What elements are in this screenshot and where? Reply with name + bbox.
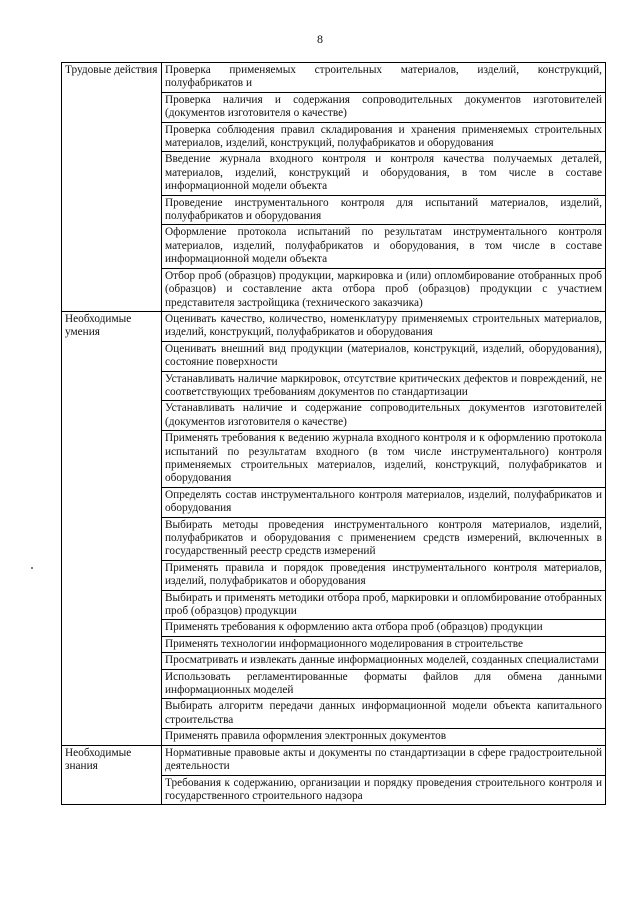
requirement-item: Применять требования к ведению журнала входного контроля и к оформлению протокола испытаний по результатам входного (в том числе инструментального) контроля применяемых строительных материалов, изделий, конструкций, полуфабрикатов и оборудования xyxy=(162,431,606,488)
requirement-item: Проверка наличия и содержания сопроводительных документов изготовителей (документов изготовителя о качестве) xyxy=(162,92,606,122)
requirement-item: Проведение инструментального контроля для испытаний материалов, изделий, полуфабрикатов и оборудования xyxy=(162,195,606,225)
page-number: 8 xyxy=(317,32,323,46)
requirement-item: Проверка соблюдения правил складирования и хранения применяемых строительных материалов, изделий, конструкций, полуфабрикатов и оборудования xyxy=(162,122,606,152)
requirement-item: Просматривать и извлекать данные информационных моделей, созданных специалистами xyxy=(162,653,606,669)
requirement-item: Оформление протокола испытаний по результатам инструментального контроля материалов, изделий, полуфабрикатов и оборудования, в том числе в составе информационной модели объекта xyxy=(162,225,606,268)
requirement-item: Применять технологии информационного моделирования в строительстве xyxy=(162,636,606,652)
requirement-item: Оценивать внешний вид продукции (материалов, конструкций, изделий, оборудования), состояние поверхности xyxy=(162,341,606,371)
requirement-item: Нормативные правовые акты и документы по стандартизации в сфере градостроительной деятельности xyxy=(162,745,606,775)
table-row xyxy=(62,311,606,341)
requirement-item: Применять требования к оформлению акта отбора проб (образцов) продукции xyxy=(162,620,606,636)
section-label: Трудовые действия xyxy=(62,63,162,312)
requirement-item: Применять правила оформления электронных документов xyxy=(162,729,606,745)
requirement-item: Выбирать и применять методики отбора проб, маркировки и опломбирование отобранных проб (образцов) продукции xyxy=(162,590,606,620)
requirement-item: Использовать регламентированные форматы файлов для обмена данными информационных моделей xyxy=(162,669,606,699)
requirements-table xyxy=(61,62,606,805)
requirement-item: Отбор проб (образцов) продукции, маркировка и (или) опломбирование отобранных проб (образцов) и составление акта отбора проб (образцов) продукции с участием представителя застройщика (технического заказчика) xyxy=(162,268,606,311)
stray-mark xyxy=(31,567,33,569)
requirement-item: Оценивать качество, количество, номенклатуру применяемых строительных материалов, изделий, конструкций, полуфабрикатов и оборудования xyxy=(162,311,606,341)
requirement-item: Введение журнала входного контроля и контроля качества получаемых деталей, материалов, изделий, конструкций и оборудования, в том числе в составе информационной модели объекта xyxy=(162,152,606,195)
requirement-item: Устанавливать наличие маркировок, отсутствие критических дефектов и повреждений, не соответствующих требованиям документов по стандартизации xyxy=(162,371,606,401)
requirement-item: Выбирать методы проведения инструментального контроля материалов, изделий, полуфабрикатов и оборудования с применением средств измерений, включенных в государственный реестр средств измерений xyxy=(162,517,606,560)
requirements-table-body xyxy=(62,63,606,805)
requirement-item: Устанавливать наличие и содержание сопроводительных документов изготовителей (документов изготовителя о качестве) xyxy=(162,401,606,431)
table-row xyxy=(62,63,606,93)
requirement-item: Применять правила и порядок проведения инструментального контроля материалов, изделий, полуфабрикатов и оборудования xyxy=(162,560,606,590)
table-row xyxy=(62,745,606,775)
requirement-item: Выбирать алгоритм передачи данных информационной модели объекта капитального строительства xyxy=(162,699,606,729)
requirement-item: Определять состав инструментального контроля материалов, изделий, полуфабрикатов и оборудования xyxy=(162,487,606,517)
section-label: Необходимые умения xyxy=(62,311,162,745)
requirement-item: Проверка применяемых строительных материалов, изделий, конструкций, полуфабрикатов и xyxy=(162,63,606,93)
requirement-item: Требования к содержанию, организации и порядку проведения строительного контроля и государственного строительного надзора xyxy=(162,775,606,805)
section-label: Необходимые знания xyxy=(62,745,162,805)
